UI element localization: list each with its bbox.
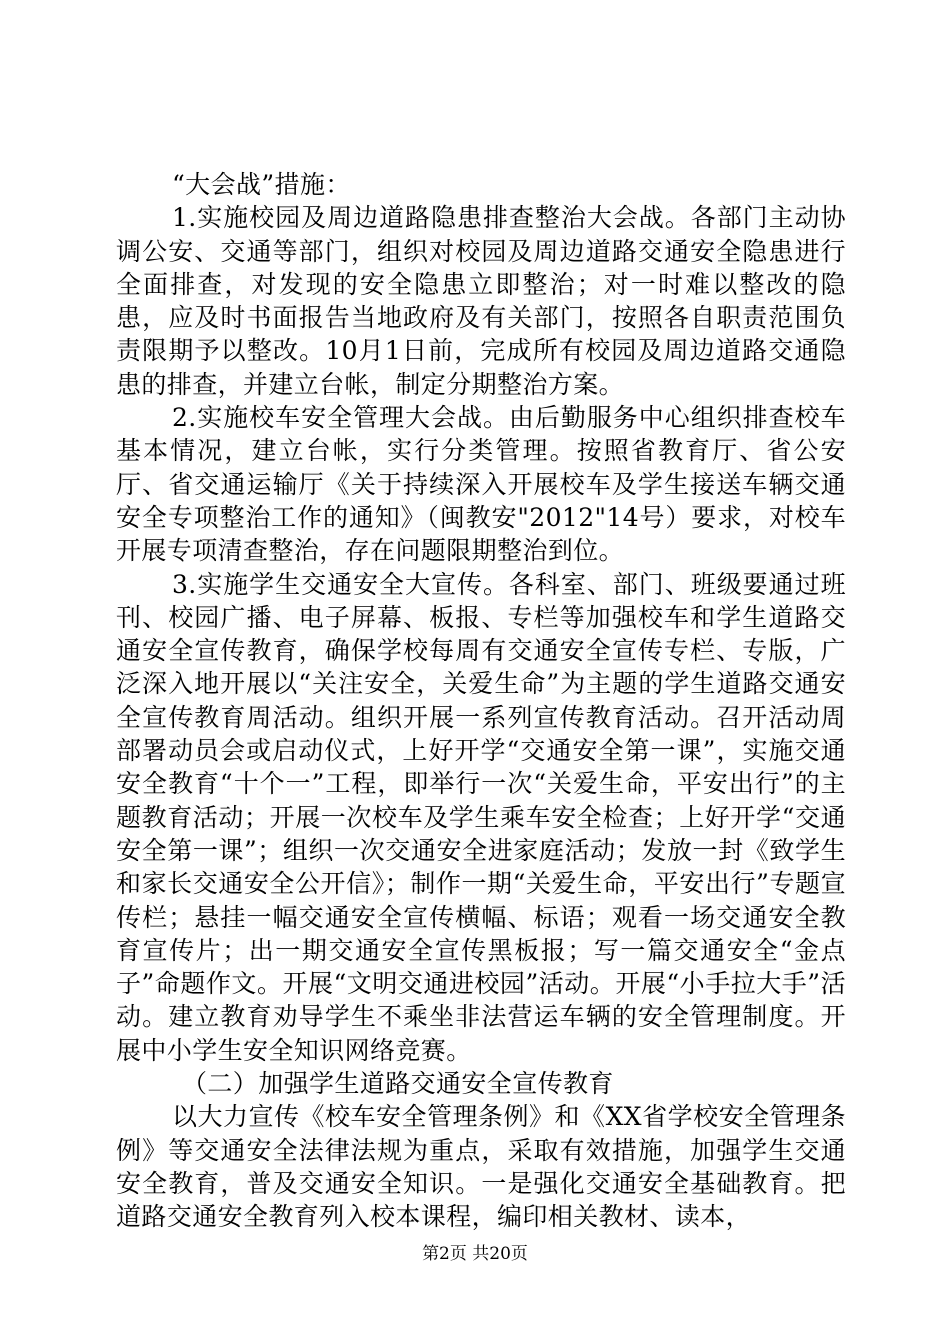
section-heading: （二）加强学生道路交通安全宣传教育: [182, 1069, 614, 1099]
paragraph-traffic-safety-publicity: 3.实施学生交通安全大宣传。各科室、部门、班级要通过班刊、校园广播、电子屏幕、板报、专栏等加强校车和学生道路交通安全宣传教育，确保学校每周有交通安全宣传专栏、专版，广泛深入地开展以“关注安全，关爱生命”为主题的学生道路交通安全宣传教育周活动。组织开展一系列宣传教育活动。召开活动周部署动员会或启动仪式，上好开学“交通安全第一课”，实施交通安全教育“十个一”工程，即举行一次“关爱生命，平安出行”的主题教育活动；开展一次校车及学生乘车安全检查；上好开学“交通安全第一课”；组织一次交通安全进家庭活动；发放一封《致学生和家长交通安全公开信》；制作一期“关爱生命，平安出行”专题宣传栏；悬挂一幅交通安全宣传横幅、标语；观看一场交通安全教育宣传片；出一期交通安全宣传黑板报；写一篇交通安全“金点子”命题作文。开展“文明交通进校园”活动。开展“小手拉大手”活动。建立教育劝导学生不乘坐非法营运车辆的安全管理制度。开展中小学生安全知识网络竞赛。: [116, 569, 846, 1065]
measures-intro: “大会战”措施：: [172, 170, 351, 199]
paragraph-campus-road-hazards: 1.实施校园及周边道路隐患排查整治大会战。各部门主动协调公安、交通等部门，组织对校园及周边道路交通安全隐患进行全面排查，对发现的安全隐患立即整治；对一时难以整改的隐患，应及时书面报告当地政府及有关部门，按照各自职责范围负责限期予以整改。10月1日前，完成所有校园及周边道路交通隐患的排查，并建立台帐，制定分期整治方案。: [116, 203, 846, 399]
paragraph-school-bus-management: 2.实施校车安全管理大会战。由后勤服务中心组织排查校车基本情况，建立台帐，实行分类管理。按照省教育厅、省公安厅、省交通运输厅《关于持续深入开展校车及学生接送车辆交通安全专项整治工作的通知》（闽教安"2012"14号）要求，对校车开展专项清查整治，存在问题限期整治到位。: [116, 403, 846, 566]
page-number-footer: 第2页 共20页: [422, 1244, 528, 1264]
document-body: [116, 168, 846, 1234]
paragraph-safety-education: 以大力宣传《校车安全管理条例》和《XX省学校安全管理条例》等交通安全法律法规为重点，采取有效措施，加强学生交通安全教育，普及交通安全知识。一是强化交通安全基础教育。把道路交通安全教育列入校本课程，编印相关教材、读本，: [116, 1102, 846, 1232]
